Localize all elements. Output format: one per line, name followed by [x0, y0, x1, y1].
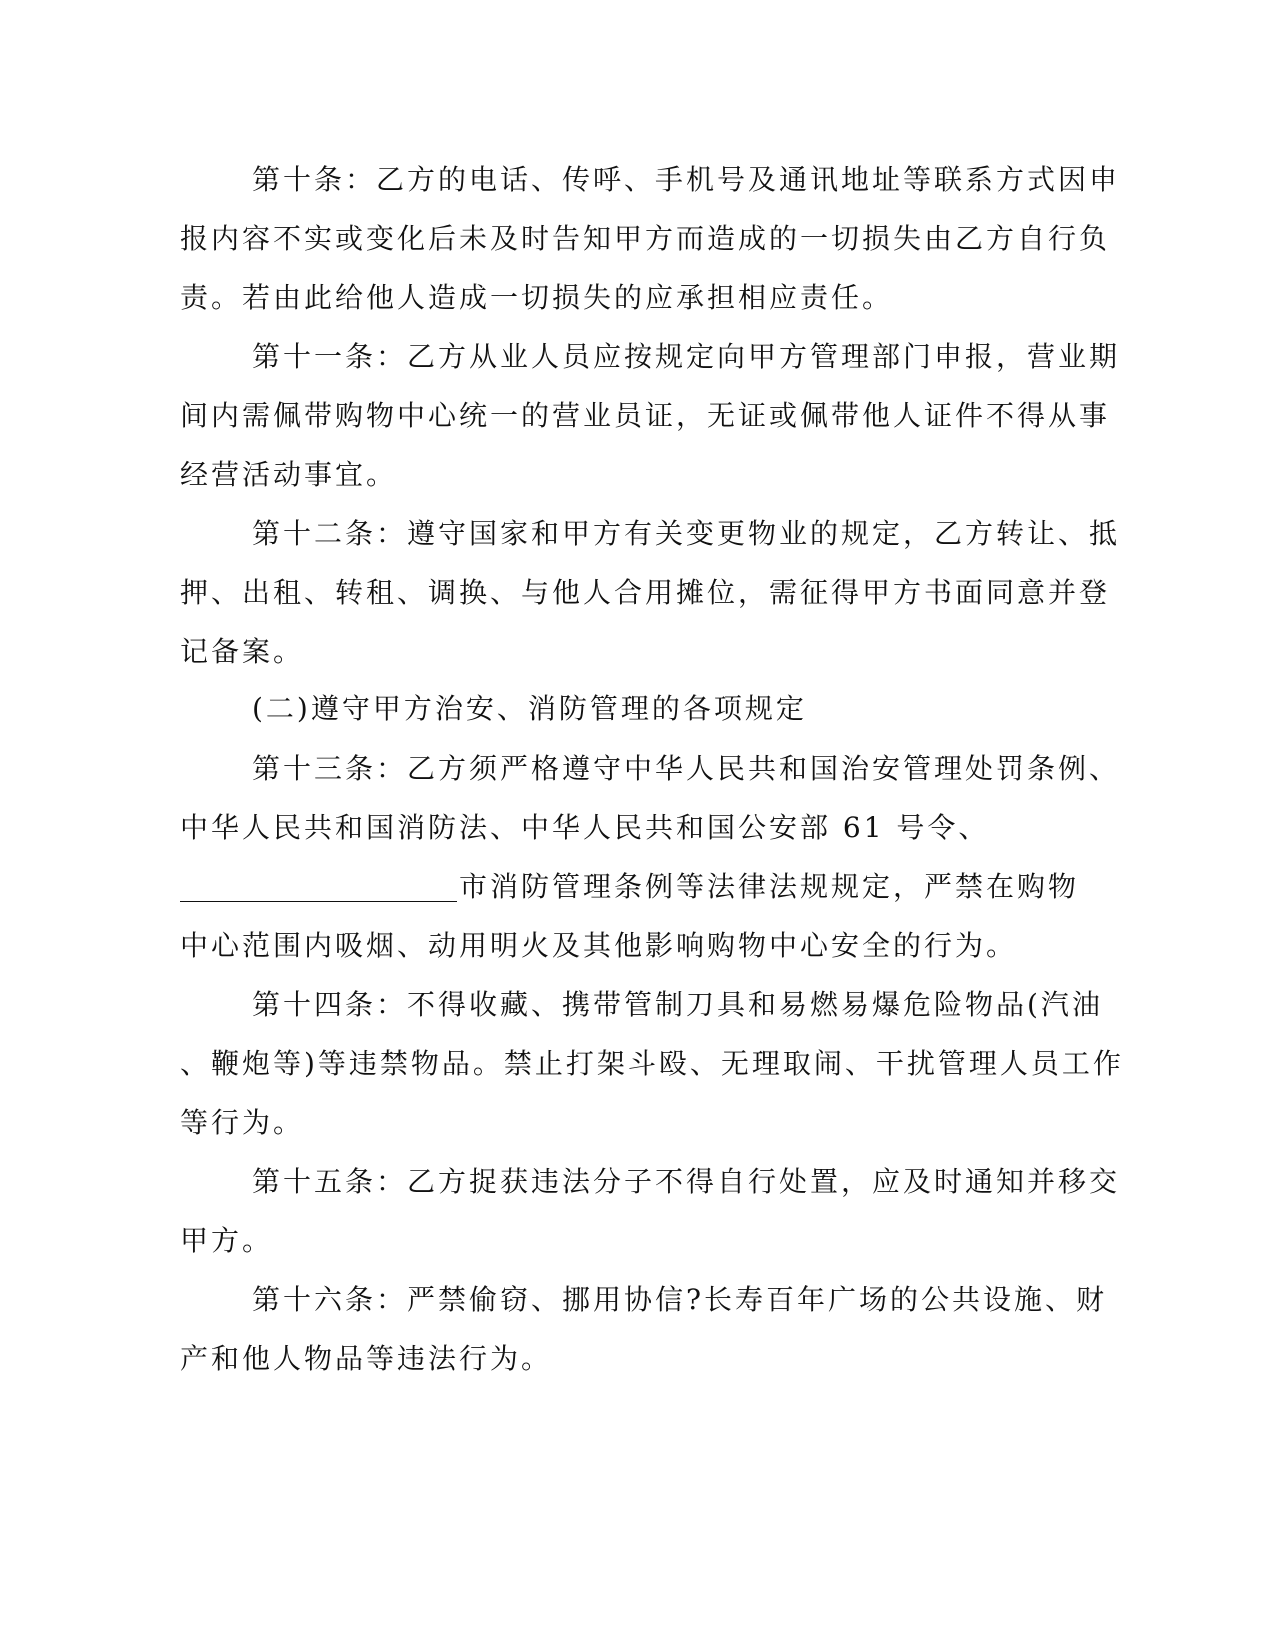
- article-13-line-4: 中心范围内吸烟、动用明火及其他影响购物中心安全的行为。: [180, 929, 1018, 962]
- article-14-line-3: 等行为。: [180, 1106, 305, 1139]
- article-14-line-1: 第十四条：不得收藏、携带管制刀具和易燃易爆危险物品(汽油: [252, 988, 1103, 1021]
- article-12-line-1: 第十二条：遵守国家和甲方有关变更物业的规定，乙方转让、抵: [252, 517, 1121, 550]
- article-13-line-3: [180, 867, 1079, 907]
- article-12-line-2: 押、出租、转租、调换、与他人合用摊位，需征得甲方书面同意并登: [180, 576, 1111, 609]
- section-heading: (二)遵守甲方治安、消防管理的各项规定: [252, 692, 807, 725]
- article-14-line-2: 、鞭炮等)等违禁物品。禁止打架斗殴、无理取闹、干扰管理人员工作: [180, 1047, 1124, 1080]
- article-13-line-2: 中华人民共和国消防法、中华人民共和国公安部 61 号令、: [180, 811, 990, 844]
- article-13-line-1: 第十三条：乙方须严格遵守中华人民共和国治安管理处罚条例、: [252, 752, 1121, 785]
- article-11-line-2: 间内需佩带购物中心统一的营业员证，无证或佩带他人证件不得从事: [180, 399, 1111, 432]
- article-10-line-3: 责。若由此给他人造成一切损失的应承担相应责任。: [180, 281, 894, 314]
- article-15-line-1: 第十五条：乙方捉获违法分子不得自行处置，应及时通知并移交: [252, 1165, 1121, 1198]
- article-13-line-3-text: 市消防管理条例等法律法规规定，严禁在购物: [459, 870, 1080, 903]
- article-11-line-1: 第十一条：乙方从业人员应按规定向甲方管理部门申报，营业期: [252, 340, 1121, 373]
- article-16-line-1: 第十六条：严禁偷窃、挪用协信?长寿百年广场的公共设施、财: [252, 1283, 1108, 1316]
- article-10-line-1: 第十条：乙方的电话、传呼、手机号及通讯地址等联系方式因申: [252, 163, 1121, 196]
- article-10-line-2: 报内容不实或变化后未及时告知甲方而造成的一切损失由乙方自行负: [180, 222, 1111, 255]
- fill-in-blank: [180, 873, 457, 902]
- article-11-line-3: 经营活动事宜。: [180, 458, 398, 491]
- article-12-line-3: 记备案。: [180, 635, 305, 668]
- article-15-line-2: 甲方。: [180, 1224, 274, 1257]
- article-16-line-2: 产和他人物品等违法行为。: [180, 1342, 553, 1375]
